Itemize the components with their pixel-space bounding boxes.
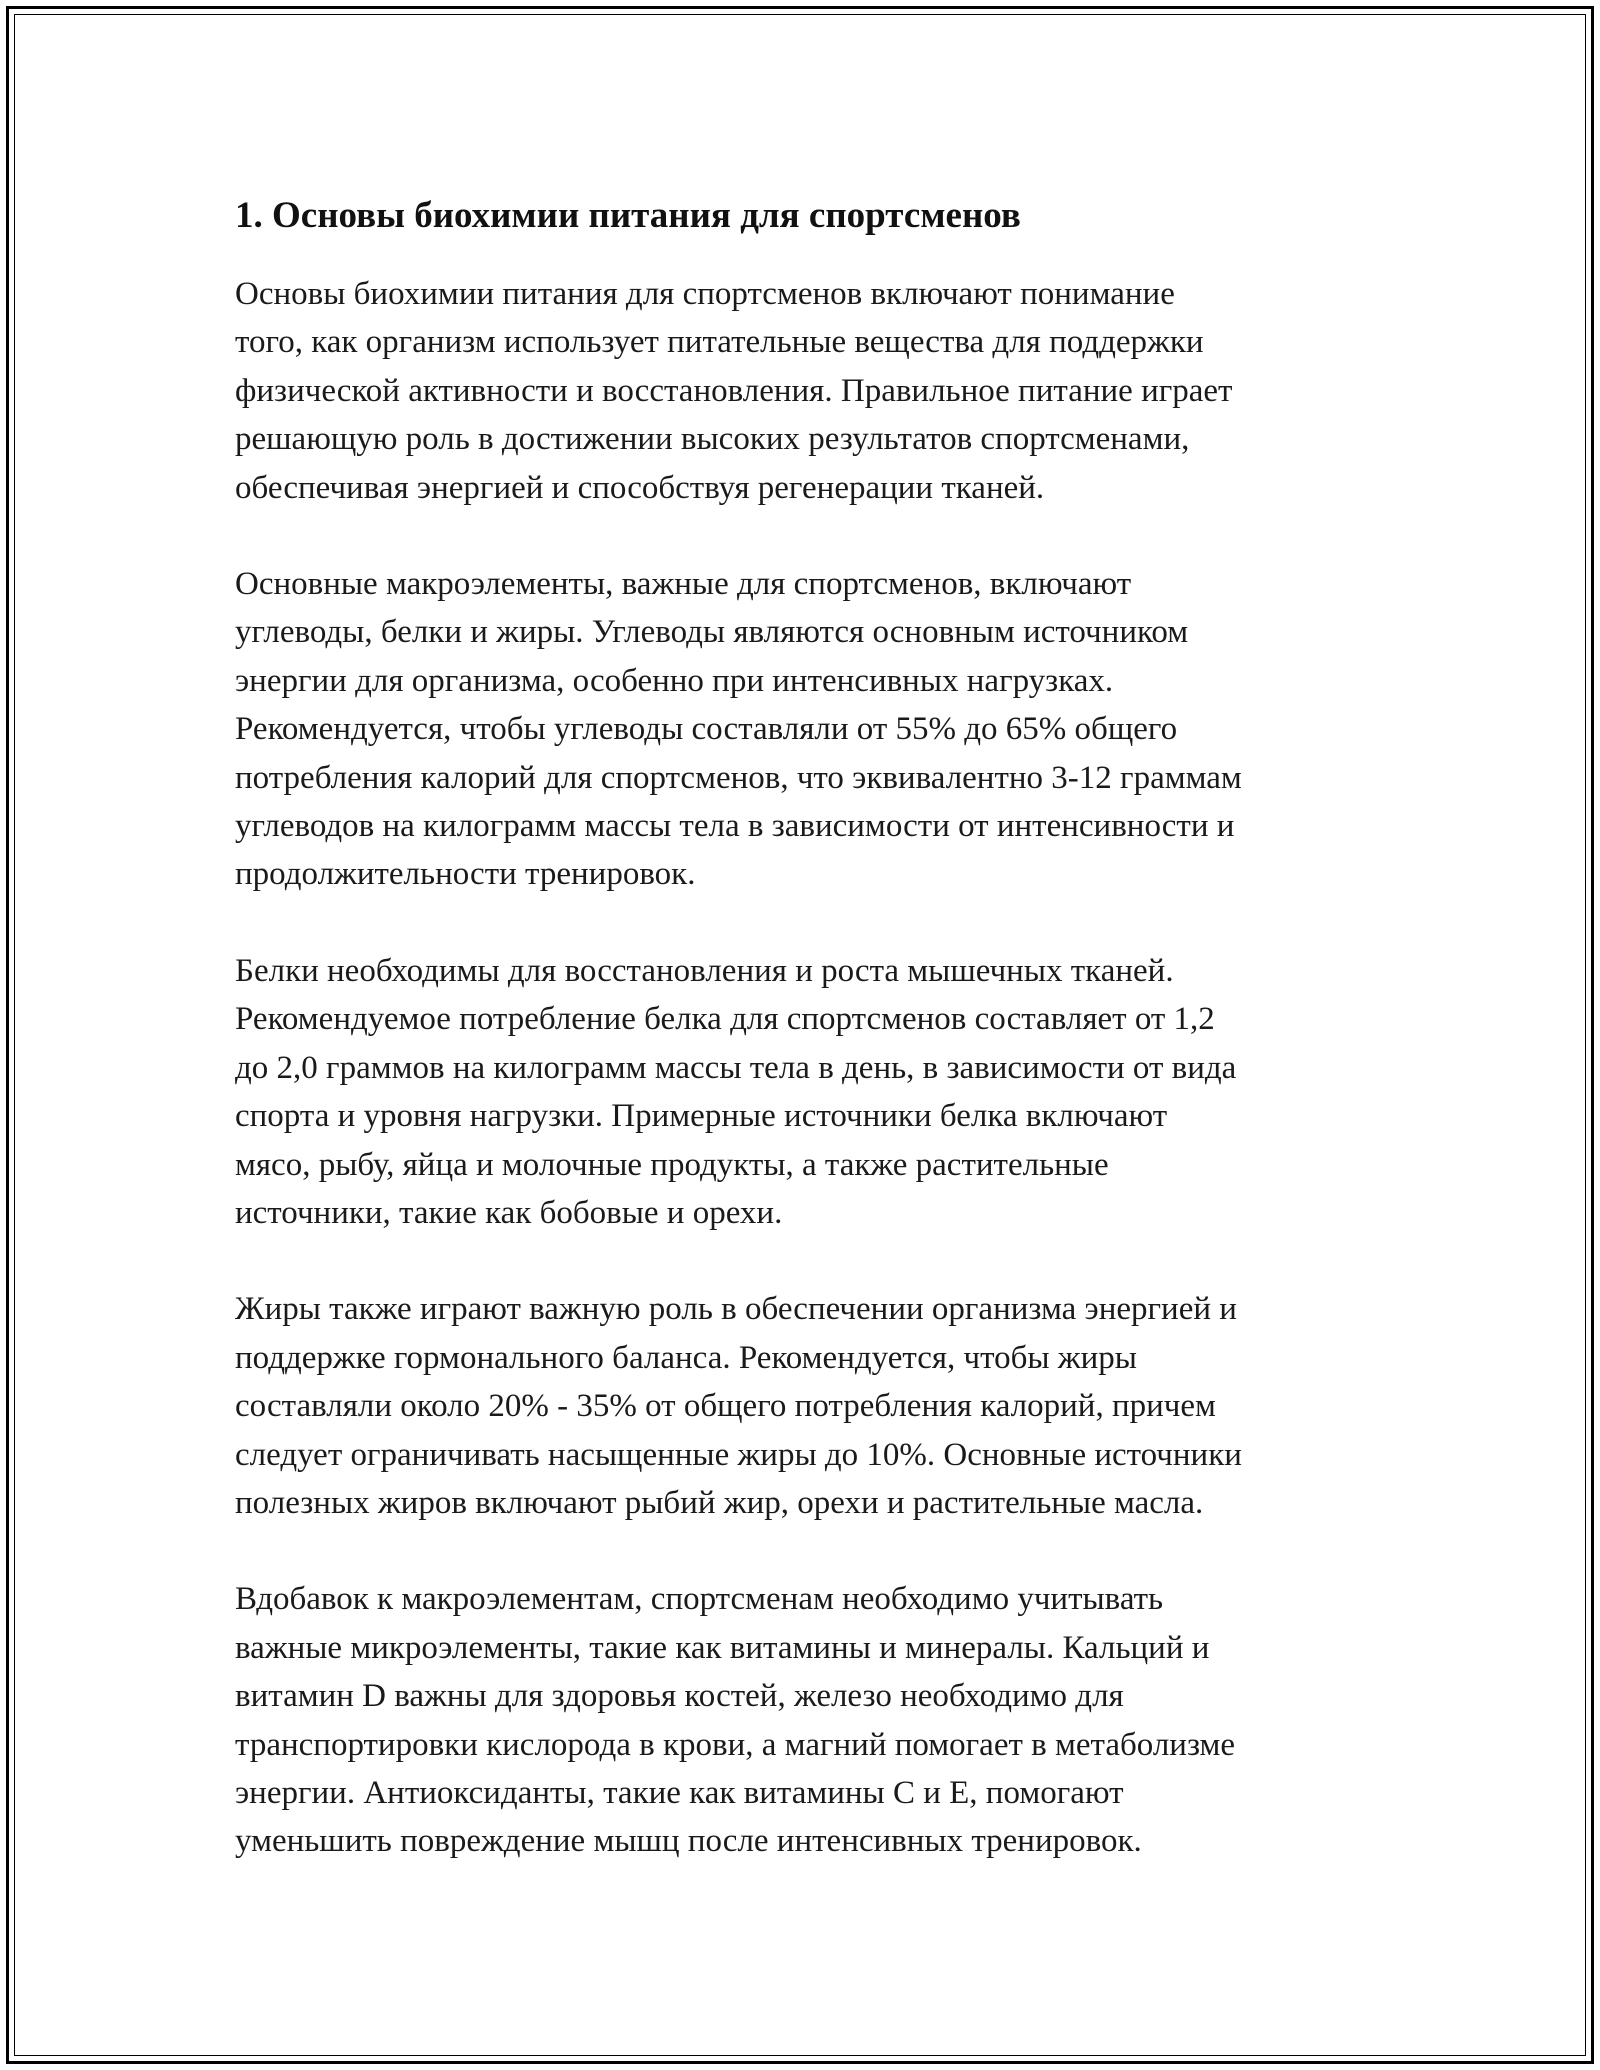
text-line: спорта и уровня нагрузки. Примерные источники белка включают: [235, 1098, 1168, 1135]
text-line: потребления калорий для спортсменов, что эквивалентно 3-12 граммам: [235, 759, 1242, 796]
text-line: Рекомендуемое потребление белка для спортсменов составляет от 1,2: [235, 1001, 1215, 1038]
text-line: продолжительности тренировок.: [235, 856, 696, 893]
text-line: энергии для организма, особенно при интенсивных нагрузках.: [235, 662, 1114, 699]
text-line: Основные макроэлементы, важные для спортсменов, включают: [235, 566, 1132, 603]
text-line: источники, такие как бобовые и орехи.: [235, 1194, 783, 1231]
text-line: поддержке гормонального баланса. Рекомендуется, чтобы жиры: [235, 1339, 1137, 1376]
text-line: уменьшить повреждение мышц после интенсивных тренировок.: [235, 1823, 1142, 1860]
paragraph-proteins: [235, 947, 1365, 1237]
text-line: Белки необходимы для восстановления и роста мышечных тканей.: [235, 952, 1174, 989]
text-line: решающую роль в достижении высоких результатов спортсменами,: [235, 421, 1190, 458]
paragraph-fats: [235, 1285, 1365, 1527]
text-line: составляли около 20% - 35% от общего потребления калорий, причем: [235, 1388, 1216, 1425]
text-line: углеводов на килограмм массы тела в зависимости от интенсивности и: [235, 808, 1235, 845]
text-line: мясо, рыбу, яйца и молочные продукты, а также растительные: [235, 1146, 1109, 1183]
text-line: следует ограничивать насыщенные жиры до 10%. Основные источники: [235, 1436, 1242, 1473]
text-line: того, как организм использует питательные вещества для поддержки: [235, 324, 1204, 361]
text-line: Основы биохимии питания для спортсменов включают понимание: [235, 276, 1175, 312]
text-line: физической активности и восстановления. Правильное питание играет: [235, 372, 1233, 409]
text-line: полезных жиров включают рыбий жир, орехи и растительные масла.: [235, 1484, 1204, 1521]
text-line: до 2,0 граммов на килограмм массы тела в день, в зависимости от вида: [235, 1049, 1237, 1086]
section-heading: 1. Основы биохимии питания для спортсменов: [235, 195, 1021, 236]
text-line: транспортировки кислорода в крови, а магний помогает в метаболизме: [235, 1726, 1236, 1763]
text-line: Вдобавок к макроэлементам, спортсменам необходимо учитывать: [235, 1581, 1164, 1618]
paragraph-intro: [235, 270, 1365, 512]
document-body: [235, 190, 1365, 1866]
text-line: обеспечивая энергией и способствуя регенерации тканей.: [235, 469, 1045, 506]
text-line: энергии. Антиоксиданты, такие как витамины C и E, помогают: [235, 1774, 1124, 1811]
text-line: витамин D важны для здоровья костей, железо необходимо для: [235, 1678, 1124, 1715]
text-line: Рекомендуется, чтобы углеводы составляли от 55% до 65% общего: [235, 711, 1178, 748]
text-line: углеводы, белки и жиры. Углеводы являются основным источником: [235, 614, 1189, 651]
paragraph-carbohydrates: [235, 560, 1365, 899]
text-line: важные микроэлементы, такие как витамины и минералы. Кальций и: [235, 1629, 1210, 1666]
text-line: Жиры также играют важную роль в обеспечении организма энергией и: [235, 1291, 1237, 1328]
paragraph-micronutrients: [235, 1575, 1365, 1865]
